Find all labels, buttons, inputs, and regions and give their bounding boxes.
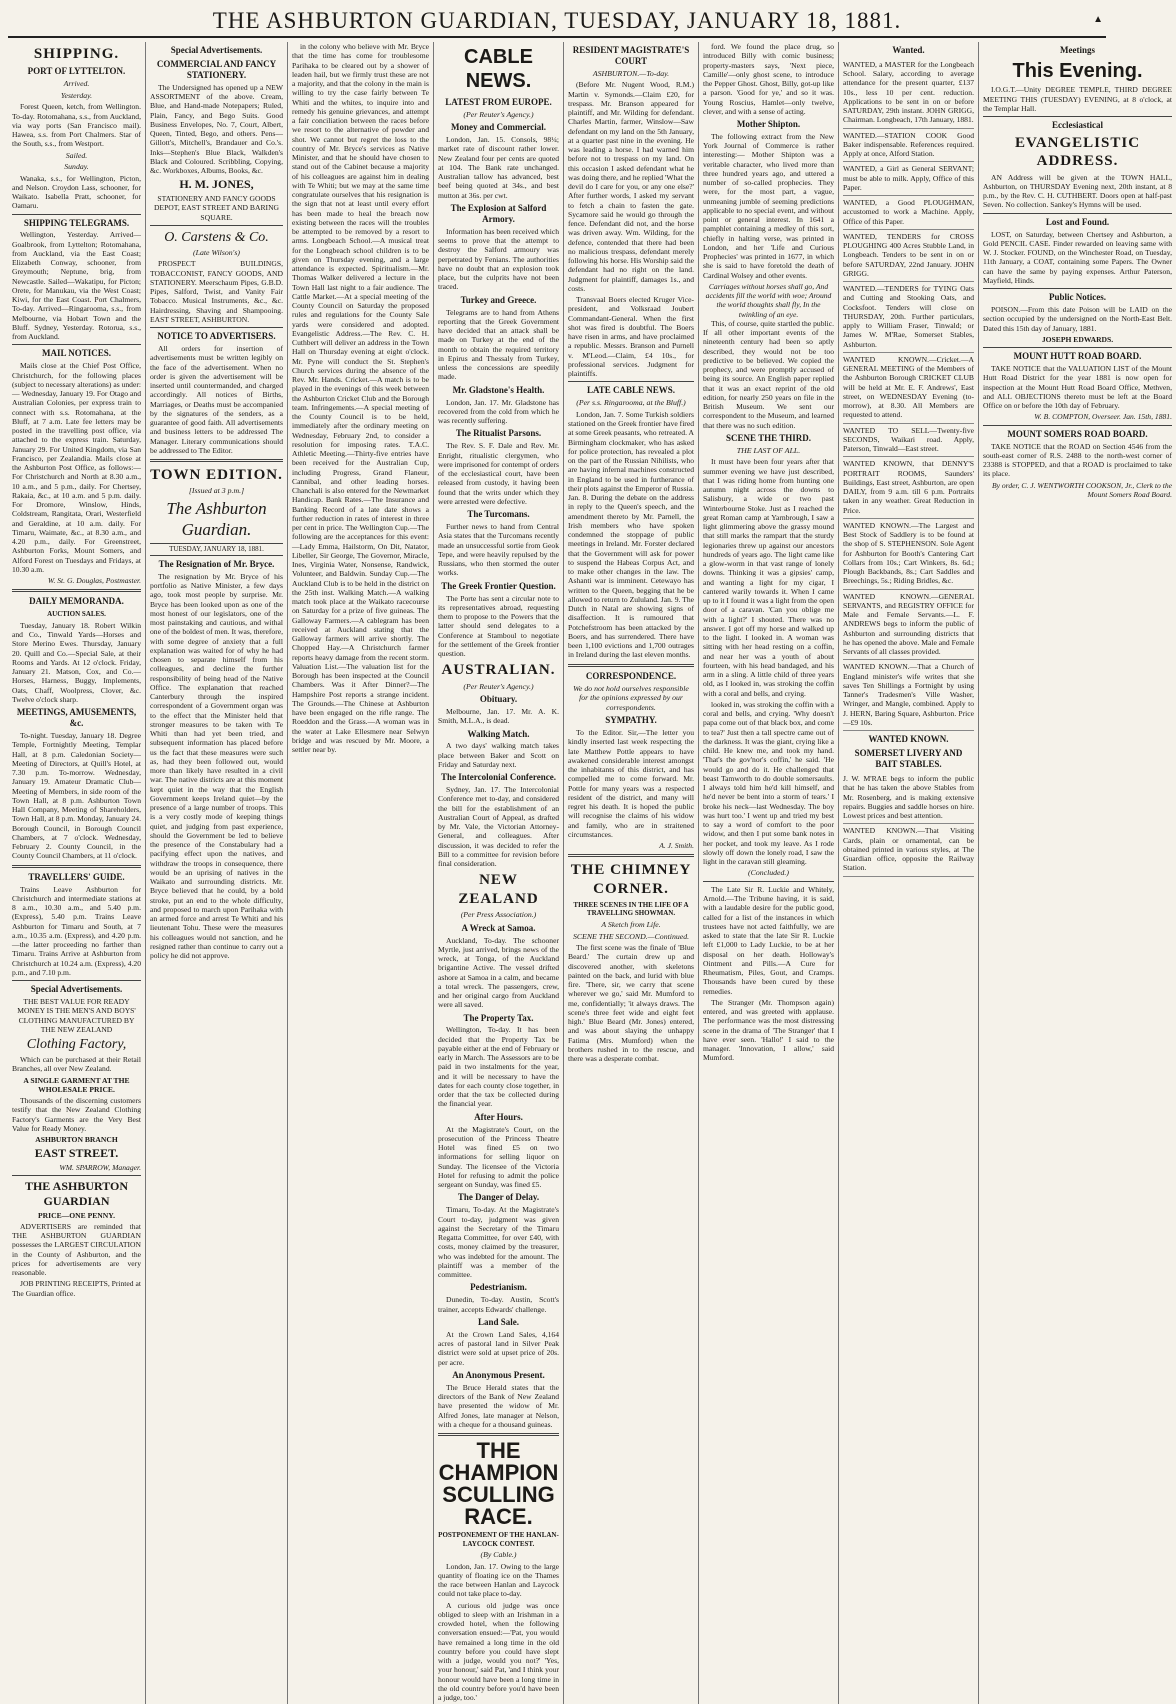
divider bbox=[438, 1433, 559, 1436]
single-garment-tag: A SINGLE GARMENT AT THE WHOLESALE PRICE. bbox=[23, 1075, 130, 1094]
jubilee-text: A curious old judge was once obliged to sleep with an Irishman in a crowded hotel, when the following conversation ensued:—'Pat, you would have remained a long time in the old country before you could have slept with a judge, would you not?' 'Yes, your honour,' said Pat, 'and I think your honour would have been a long time in the old country before you'd have been a judge, too.' bbox=[438, 1600, 559, 1703]
meetings-label: Meetings bbox=[1060, 45, 1095, 55]
notice-advertisers-text: All orders for insertion of advertisements must be written legibly on the face of the advertisement. When no order is given the advertisement will be inserted until countermanded, and charged accordingly. All notices of Births, Marriages, or Deaths must be accompanied by the signatures of the senders, as a guarantee of good faith. All advertisements and business letters to be addressed The Manager. Literary communications should be addressed to The Editor. bbox=[150, 344, 283, 455]
wanted-ad: WANTED KNOWN, that DENNY'S PORTRAIT ROOMS, Saunders' Buildings, East street, Ashburton, are open DAILY, from 9 a.m. till 6 p.m. Portraits taken in any weather. Great Reduction in Price. bbox=[843, 457, 974, 519]
stranger-text: The Stranger (Mr. Thompson again) entered, and was greeted with applause. The performance was the most distressing scene in the drama of 'The Stranger' that I have ever seen. 'Hallo!' I said to the manager. 'Innovation, I allow,' said Mumford. bbox=[703, 997, 834, 1063]
arrivals-text: Forest Queen, ketch, from Wellington. To-day. Rotomahana, s.s., from Auckland, via way ports (San Francisco mail). Hawea, s.s. from Port Chalmers. Star of the South, s.s., from Westport. bbox=[12, 102, 141, 149]
present-heading: An Anonymous Present. bbox=[452, 1369, 545, 1380]
wreck-text: Auckland, To-day. The schooner Myrtle, just arrived, brings news of the wreck, at Tonga, of the Auckland brigantine Active. The vessel drifted ashore at Samoa in a calm, and became a total wreck. The passengers, crew, and her original cargo from Auckland were all saved. bbox=[438, 935, 559, 1010]
sailed-subhead: Sailed. bbox=[65, 150, 88, 160]
telegrams-text: Wellington, Yesterday. Arrived—Goalbrook, from Lyttelton; Rotomahana, from Auckland, via the East Coast; Elizabeth Conway, schooner, from Greymouth; Neptune, brig, from Newcastle. Sailed—Wakatipu, for Picton; Orete, for Manukau, via the West Coast; Kiwi, for the East Coast. Port Chalmers, To-day. Arrived—Ringarooma, s.s., from Melbourne, via Hobart Town and the Bluff. Sydney, Yesterday. Rotorua, s.s., from Auckland. bbox=[12, 230, 141, 342]
present-text: The Bruce Herald states that the directors of the Bank of New Zealand have presented the widow of Mr. Alfred Jones, late manager at Nelson, with a cheque for a thousand guineas. bbox=[438, 1382, 559, 1429]
danger-delay-heading: The Danger of Delay. bbox=[457, 1192, 540, 1203]
clothing-factory-title: Clothing Factory, bbox=[26, 1037, 127, 1053]
chimney-subheading: THREE SCENES IN THE LIFE OF A TRAVELLING SHOWMAN. bbox=[573, 900, 689, 918]
mail-heading: MAIL NOTICES. bbox=[41, 348, 112, 359]
receipts-text: JOB PRINTING RECEIPTS, Printed at The Guardian office. bbox=[12, 1279, 141, 1298]
column-8 bbox=[979, 42, 1176, 1704]
wanted-ad: WANTED KNOWN.—Cricket.—A GENERAL MEETING of the Members of the Ashburton Borough CRICKET CLUB will be held at Mr. E. F. Andrews', East street, on WEDNESDAY Evening (to-morrow), at 8.30. All Members are requested to attend. bbox=[843, 353, 974, 424]
mother-shipton-text-2: This, of course, quite startled the public. If all other important events of the nineteenth century had been so aptly described, they would not be too predictive to be believed. We copied the prophecy, and were promptly accused of being its source. An English paper replied that it was an exact reprint of the old edition, for nearly 250 years on file in the British Museum. We sent our correspondent to the Museum, and learned that there was no such edition. bbox=[703, 318, 834, 430]
dateline: TUESDAY, JANUARY 18, 1881. bbox=[150, 543, 283, 556]
wanted-ad: WANTED, a Girl as General SERVANT; must be able to milk. Apply, Office of this Paper. bbox=[843, 162, 974, 196]
wanted-heading: Wanted. bbox=[892, 45, 925, 55]
price-tag: PRICE—ONE PENNY. bbox=[38, 1210, 115, 1220]
champion-subheading: POSTPONEMENT OF THE HANLAN-LAYCOCK CONTEST. bbox=[438, 1531, 559, 1548]
danger-delay-text: Timaru, To-day. At the Magistrate's Court to-day, judgment was given against the Secretary of the Timaru Regatta Committee, for over £40, with costs, money claimed by the treasurer, who was indebted for the amount. The plaintiff was a member of the committee. bbox=[438, 1205, 559, 1280]
wanted-ad: WANTED.—STATION COOK Good Baker indispensable. References required. Apply at once, Alford Station. bbox=[843, 129, 974, 163]
carstens-text: PROSPECT BUILDINGS, TOBACCONIST, FANCY GOODS, AND STATIONERY. Meerschaum Pipes, G.B.D. Pipes, Salford, Twist, and Vanity Fair Tobacco. Musical Instruments, &c., &c. Hairdressing, Shaving and Shampooing. EAST STREET, ASHBURTON. bbox=[150, 259, 283, 324]
rm-court-continued: Transvaal Boers elected Kruger Vice-president, and Volksraad Joubert Commandant-General. When the first shot was fired is doubtful. The Boers have risen in arms, and have proclaimed a republic. Messrs. Branson and Purnell v. M'Leod.—Claim, £4 10s., for professional services. Judgment for plaintiffs. bbox=[568, 295, 694, 379]
wanted-known-heading: WANTED KNOWN. bbox=[868, 734, 949, 745]
carstens-name: O. Carstens & Co. bbox=[164, 229, 269, 245]
divider bbox=[983, 425, 1172, 426]
column-6 bbox=[699, 42, 839, 1704]
ecclesiastical-heading: Ecclesiastical bbox=[1052, 120, 1103, 131]
turcomans-heading: The Turcomans. bbox=[467, 509, 530, 520]
rm-court-heading: RESIDENT MAGISTRATE'S COURT bbox=[572, 45, 690, 66]
mail-signature: W. St. G. Douglas, Postmaster. bbox=[47, 576, 141, 586]
divider bbox=[12, 214, 141, 215]
chimney-text: The first scene was the finale of 'Blue Beard.' The curtain drew up and discovered another, with skeletons painted on the back, and lurid with blue fire. 'There, sir, we carry that scene wherever we go,' said Mr. Mumford to me, confidentially; 'it always draws. The scene's three feet wide and eight feet high.' Blue Beard (Mr. Jones) entered, and was about slaying the unhappy Fatima (Mrs. Mumford) when the brothers rushed in to the rescue, and there was a desperate combat. bbox=[568, 943, 694, 1063]
special-ads-heading-2: Special Advertisements. bbox=[170, 45, 263, 55]
divider bbox=[568, 854, 694, 857]
masthead-title: THE ASHBURTON GUARDIAN, TUESDAY, JANUARY 18, 1881. bbox=[212, 8, 902, 33]
column-4 bbox=[434, 42, 564, 1704]
evangelistic-heading: EVANGELISTIC ADDRESS. bbox=[1014, 135, 1141, 170]
late-cable-text: London, Jan. 7. Some Turkish soldiers stationed on the Greek frontier have fired at some Greek peasants, who retreated. A Birmingham clockmaker, who has asked for police protection, has revealed a plot on the part of the Russian Nihilists, who are having infernal machines constructed in England to be used in furtherance of their plots against the Emperor of Russia. Jan. 8. During the debate on the address in reply to the Queen's speech, and the amendment thereto by Mr. Parnell, the Irish members who have spoken condemned the stoppage of public meetings in Ireland. Mr. Forster declared that the Government will ask for power to suspend the Habeas Corpus Act, and to make other changes in the law. The Ashanti war is imminent. Cetewayo has written to the Queen, begging that he be allowed to return to Zululand. Jan. 9. The Dutch in Natal are showing signs of disaffection. It is rumoured that Potchefstroom has been attacked by the Boers, and has surrendered. There have been 1,100 evictions and 1,700 outrages in Ireland during the last eleven months. bbox=[568, 409, 694, 660]
wanted-ad: WANTED KNOWN.—That Visiting Cards, plain or ornamental, can be obtained printed in various styles, at The Guardian office, opposite the Railway Station. bbox=[843, 824, 974, 876]
wanted-ad: WANTED.—TENDERS for TYING Oats and Cutting and Stooking Oats, and Cocksfoot. Tenders will close on THURSDAY, 20th. Further particulars, apply to William Fraser, Tinwald; or James W. M'Rae, Somerset Stables, Ashburton. bbox=[843, 282, 974, 353]
greek-frontier-heading: The Greek Frontier Question. bbox=[441, 580, 556, 591]
divider bbox=[983, 288, 1172, 289]
lost-found-heading: Lost and Found. bbox=[1045, 216, 1110, 227]
divider bbox=[150, 327, 283, 328]
mount-hutt-text: TAKE NOTICE that the VALUATION LIST of the Mount Hutt Road District for the year 1881 is now open for inspection at the Mount Hutt Road Board Office, Methven, and ALL OBJECTIONS thereto must be left at the Board Office on or before the 10th day of February. bbox=[983, 364, 1172, 411]
guardian-nameplate: The Ashburton Guardian. bbox=[166, 498, 267, 539]
mail-text: Mails close at the Chief Post Office, Christchurch, for the following places (subject to necessary alterations) as under:— Wednesday, January 19. For Otago and Australian Colonies, per express train to connect with s.s. Rotomahana, at the Bluff, at 7 a.m. Late fee letters may be posted in the travelling post office, via attached to the express train. Saturday, January 29. For United Kingdom, via San Francisco, per Zealandia. Mails close at the Ashburton Post Office, as follows:— For Christchurch and North at 8.30 a.m., 10 a.m., and 5 p.m., daily. For Chertsey, Rakaia, &c., at 10 a.m. and 5 p.m. daily. For Dromore, Winslow, Hinds, Coldstream, Rangitata, Orari, Westerfield and Geraldine, at 10 a.m. daily. For Timaru, Waimate, &c., at 8.30 a.m., and 4.20 p.m., daily. For Greenstreet, Ashburton Forks, Mount Somers, and Alford Forest on Tuesdays and Fridays, at 10.30 a.m. bbox=[12, 361, 141, 574]
late-cable-subtitle: (Per s.s. Ringarooma, at the Bluff.) bbox=[576, 398, 686, 408]
column-3 bbox=[288, 42, 434, 1704]
pedestrianism-heading: Pedestrianism. bbox=[470, 1282, 527, 1293]
town-edition-heading: TOWN EDITION. bbox=[150, 467, 283, 484]
mount-hutt-heading: MOUNT HUTT ROAD BOARD. bbox=[1013, 351, 1142, 362]
money-heading: Money and Commercial. bbox=[450, 122, 547, 133]
explosion-text: Information has been received which seems to prove that the attempt to destroy the Salford armoury was perpetrated by Fenians. The authorities have no doubt that an explosion took place, but the culprits have not been traced. bbox=[438, 226, 559, 292]
gladstone-text: London, Jan. 17. Mr. Gladstone has recovered from the cold from which he was recently suffering. bbox=[438, 397, 559, 426]
obituary-heading: Obituary. bbox=[479, 694, 518, 705]
divider bbox=[568, 381, 694, 382]
champion-cable: (By Cable.) bbox=[480, 1550, 517, 1560]
explosion-heading: The Explosion at Salford Armory. bbox=[450, 202, 547, 224]
turcomans-text: Further news to hand from Central Asia states that the Turcomans recently made an unsuccessful sortie from Geok Tepe, and were heavily repulsed by the Russians, who then stormed the outer works. bbox=[438, 522, 559, 578]
arrived-subhead: Arrived. bbox=[63, 79, 90, 89]
sympathy-signature: A. J. Smith. bbox=[659, 841, 694, 851]
sympathy-text: To the Editor. Sir,—The letter you kindly inserted last week respecting the late Matthew Pottle appears to have awakened considerable interest amongst the inhabitants of this district, and has compelled me to come forward. Mr. Pottle for many years was a respected resident of the district, and many will regret his death. It is hoped the public will recognise the claims of his widow and family, who are in straitened circumstances. bbox=[568, 728, 694, 839]
notice-advertisers-heading: NOTICE TO ADVERTISERS. bbox=[157, 331, 276, 342]
auction-text: Tuesday, January 18. Robert Wilkin and Co., Tinwald Yards—Horses and Store Merino Ewes. Thursday, January 20. Quill and Co.—Special Sale, at their Rooms and Yards. At 12 o'clock. Friday, January 21. Matson, Cox, and Co.—Horses, Harness, Buggy, Implements, Oats, Chaff, Woolpress, Clover, &c. Twelve o'clock sharp. bbox=[12, 620, 141, 704]
new-zealand-agency: (Per Press Association.) bbox=[460, 910, 537, 920]
mount-somers-text: TAKE NOTICE that the ROAD on Section 4546 from the south-east corner of R.S. 2488 to the north-west corner of 23388 is STOPPED, and that a ROAD is proclaimed to take its place. bbox=[983, 441, 1172, 479]
column-7 bbox=[839, 42, 979, 1704]
property-tax-text: Wellington, To-day. It has been decided that the Property Tax be payable either at the end of February or early in March. The Assessors are to be paid in two instalments for the year, and it will be necessary to have the dates for each county close together, in order that the tax be collected during the financial year. bbox=[438, 1025, 559, 1109]
lost-found-text: LOST, on Saturday, between Chertsey and Ashburton, a Gold PENCIL CASE. Finder rewarded on leaving same with W. J. Stocker. FOUND, on the Winchester Road, on Tuesday, 11th January, a COAT, containing some Papers. The Owner can have the same by paying expenses. Arthur Paterson, Mayfield, Hinds. bbox=[983, 229, 1172, 285]
best-value-text: THE BEST VALUE FOR READY MONEY IS THE MEN'S AND BOYS' CLOTHING MANUFACTURED BY THE NEW ZEALAND bbox=[17, 997, 136, 1034]
this-evening-heading: This Evening. bbox=[1012, 59, 1143, 82]
late-cable-heading: LATE CABLE NEWS. bbox=[586, 385, 676, 396]
greece-text: Telegrams are to hand from Athens reporting that the Greek Government have decided that an attack shall be made on Turkey at the end of the month to obtain the required territory in Epirus and Thessaly from Turkey, unless the concessions are speedily made. bbox=[438, 307, 559, 382]
after-hours-heading: After Hours. bbox=[474, 1111, 523, 1122]
telegrams-heading: SHIPPING TELEGRAMS. bbox=[23, 217, 130, 228]
mount-hutt-signature: W. B. COMPTON, Overseer. Jan. 15th, 1881. bbox=[1034, 412, 1172, 422]
divider bbox=[703, 881, 834, 882]
sympathy-heading: SYMPATHY. bbox=[605, 715, 657, 726]
australian-heading: AUSTRALIAN. bbox=[441, 662, 556, 679]
single-garment-text: Thousands of the discerning customers testify that the New Zealand Clothing Factory's Garments are the Very Best Value for Ready Money. bbox=[12, 1096, 141, 1133]
scene-third-subtitle: THE LAST OF ALL. bbox=[736, 445, 801, 455]
ritualist-text: The Rev. S. F. Dale and Rev. Mr. Enright, ritualistic clergymen, who were imprisoned for contempt of orders of the ecclesiastical court, have been released from custody, it having been found that the writs under which they were arrested were defective. bbox=[438, 441, 559, 506]
scene-third-heading: SCENE THE THIRD. bbox=[726, 432, 811, 443]
intercolonial-heading: The Intercolonial Conference. bbox=[441, 772, 556, 783]
wanted-ad: WANTED, TENDERS for CROSS PLOUGHING 400 Acres Stubble Land, in Longbeach. Tenders to be sent in on or before SATURDAY, 22nd January. JOHN GRIGG. bbox=[843, 230, 974, 282]
divider bbox=[12, 344, 141, 345]
mother-shipton-text: The following extract from the New York Journal of Commerce is rather interesting:— Mother Shipton was a veritable character, who lived more than three hundred years ago, and uttered a number of so-called prophecies. They were, for the most part, a vague, unmeaning jumble of seeming predictions applicable to no special event, and without point or general interest. In 1641 a pamphlet containing a medley of this sort, chiefly in halting verse, was printed in London, and her 'Life and Curious Prophecies' was printed in 1677, in which she is said to have foretold the death of Cardinal Wolsey and other events. bbox=[703, 131, 834, 280]
cable-news-heading: CABLE NEWS. bbox=[464, 46, 533, 93]
divider bbox=[12, 865, 141, 868]
carstens-subtitle: (Late Wilson's) bbox=[193, 247, 240, 257]
commercial-stationery-text: The Undersigned has opened up a NEW ASSORTMENT of the above. Cream, Blue, and Hand-made Notepapers; Ruled, Plain, Fancy, and Bego Suits. Good Business Envelopes, No. 7, Court, Albert, Queen, Tinted, Bego, and others. Pens—Gillott's, Mitchell's, Brandauer and Co.'s. Inks—Stephen's Blue Black, Walkden's Black and Coloured. Scribbling, Copying, &c. Workboxes, Albums, Books, &c. bbox=[150, 82, 283, 176]
concluded-note: (Concluded.) bbox=[748, 868, 789, 878]
memoranda-heading: DAILY MEMORANDA. bbox=[29, 596, 124, 607]
jones-name: H. M. JONES, bbox=[179, 177, 254, 192]
wanted-ad: WANTED, a Good PLOUGHMAN, accustomed to work a Machine. Apply, Office of this Paper. bbox=[843, 196, 974, 230]
cable-agency: (Per Reuter's Agency.) bbox=[463, 109, 534, 119]
story-continued-text: ford. We found the place drug, so introduced Billy with comic business; property-masters says, 'Next piece, Camille'—only ghost scene, to introduce the Pepper Ghost. Ghost, Billy, got-up like a parson. 'Good for ye,' and so it was. Young Roscius, Hamlet—only twelve, clever, and with a sense of acting. bbox=[703, 42, 834, 116]
travellers-text: Trains Leave Ashburton for Christchurch and intermediate stations at 8 a.m., 10.30 a.m., and 5.40 p.m. (Express), 5.40 p.m. Trains Leave Ashburton for Timaru and South, at 7 a.m., 10.35 a.m. (Express), and 4.20 p.m.—the latter proceeding no farther than Timaru. Trains Arrive at Ashburton from Christchurch at 10.24 a.m. (Express), 4.20 p.m., and 7.10 p.m. bbox=[12, 884, 141, 977]
resignation-heading: The Resignation of Mr. Bryce. bbox=[158, 558, 275, 569]
sunday-subhead: Sunday. bbox=[64, 162, 89, 172]
rm-court-text: (Before Mr. Nugent Wood, R.M.) Martin v. Symonds.—Claim £20, for trespass. Mr. Branson appeared for plaintiff, and Mr. Wilding for defendant. Charles Martin, farmer, Winslow—Saw defendant on my land on the 5th January, at a quarter past nine in the evening. He was leading a horse. I had warned him before not to trespass on my land. On this occasion I asked defendant what he was doing there, and he replied 'What the devil do I care for you, or any one else?' After further words, I asked my servant to fetch a chain to fasten the gate. Sycamore said he would go through the fence. Defendant did not, and the horse was driven away. Wm. Wilding, for the defence, contended that there had been no malicious trespass, defendant merely following his horse. His Worship said the defendant had no right on the land. Judgment for plaintiff, damages 1s., and costs. bbox=[568, 80, 694, 293]
land-sale-heading: Land Sale. bbox=[477, 1316, 519, 1327]
australian-agency: (Per Reuter's Agency.) bbox=[463, 681, 534, 691]
divider bbox=[983, 347, 1172, 348]
scene-continued-text: looked in, was stroking the coffin with a coral and bells, and crying. 'Why doesn't papa come out of that black box, and come to tea?' Just then a tall spectre came out of the darkness. It was the giant, crying like a child. He knew me, and took my hand. 'That's the gov'nor's coffin,' he said. 'He would go and do it. He challenged that beast Tamworth to do double somersaults. I always told him he'd kill himself, and he'd never be bent into a storm of tears.' I broke his neck—last Wednesday. The boy was hurt too.' I went up and tried my best to say a word of comfort to the poor widow, and then I put some bank notes in her pocket, and took my leave. As I rode slowly off down the lonely road, I saw the light in the caravan still gleaming. bbox=[703, 699, 834, 867]
branch-tag: ASHBURTON BRANCH bbox=[35, 1135, 118, 1145]
after-hours-text: At the Magistrate's Court, on the prosecution of the Princess Theatre Hotel was fined £5 on two informations for selling liquor on Sunday. The licensee of the Victoria Hotel for refusing to admit the police sergeant on Sunday, was fined £5. bbox=[438, 1124, 559, 1190]
cable-subheading: LATEST FROM EUROPE. bbox=[445, 96, 552, 107]
property-tax-heading: The Property Tax. bbox=[463, 1012, 534, 1023]
late-sir-text: The Late Sir R. Luckie and Whitely, Arnold.—The Tribune having, it is said, with a laudable desire for the public good, called for a list of the instances in which trustees have not acted faithfully, we are asked to state that the late Sir R. Luckie left £1,000 to Lady Luckie, to be at her disposal on her death. Holloway's Ointment and Pills.—A Cure for Rheumatism, Piles, Gout, and Cramps. Thousands have been cured by these remedies. bbox=[703, 884, 834, 996]
ritualist-heading: The Ritualist Parsons. bbox=[455, 428, 542, 439]
prophecy-verse: Carriages without horses shall go, And accidents fill the world with woe; Around the world thoughts shall fly, In the twinkling of an eye. bbox=[705, 281, 832, 319]
land-sale-text: At the Crown Land Sales, 4,164 acres of pastoral land in Silver Peak district were sold at upset price of 20s. per acre. bbox=[438, 1329, 559, 1367]
evangelistic-text: AN Address will be given at the TOWN HALL, Ashburton, on THURSDAY Evening next, 20th instant, at 8 p.m., by the Rev. C. H. CUTHBERT. Doors open at half-past Seven. No collection. Sankey's Hymns will be used. bbox=[983, 172, 1172, 210]
chimney-sketch: A Sketch from Life. bbox=[601, 920, 661, 929]
column-2 bbox=[146, 42, 288, 1704]
divider bbox=[12, 589, 141, 592]
walking-text: A two days' walking match takes place between Baker and Scott on Friday and Saturday next. bbox=[438, 741, 559, 769]
page-corner-mark-icon: ▲ bbox=[1093, 14, 1104, 25]
yesterday-subhead: Yesterday. bbox=[60, 90, 93, 100]
somerset-heading: SOMERSET LIVERY AND BAIT STABLES. bbox=[854, 748, 963, 770]
wanted-ad: WANTED, a MASTER for the Longbeach School. Salary, according to average attendance for the present quarter, £137 10s., less 10 per cent. reduction. Applications to be sent in on or before SATURDAY, 29th instant. JOHN GRIGG, Chairman. Longbeach, 17th January, 1881. bbox=[843, 58, 974, 129]
divider bbox=[12, 1175, 141, 1176]
divider bbox=[983, 213, 1172, 214]
chimney-scene: SCENE THE SECOND.—Continued. bbox=[572, 931, 690, 941]
mount-somers-signature: By order, C. J. WENTWORTH COOKSON, Jr., Clerk to the Mount Somers Road Board. bbox=[991, 480, 1172, 499]
poison-signature: JOSEPH EDWARDS. bbox=[1041, 334, 1114, 344]
intercolonial-text: Sydney, Jan. 17. The Intercolonial Conference met to-day, and considered the bill for the establishment of an Australian Court of Appeal, as drafted by Mr. Vale, the Victorian Attorney-General, and colleagues. After discussion, it was decided to refer the Bill to a committee for revision before final consideration. bbox=[438, 785, 559, 869]
correspondence-note: We do not hold ourselves responsible for the opinions expressed by our correspondents. bbox=[573, 683, 689, 712]
wreck-heading: A Wreck at Samoa. bbox=[461, 922, 536, 933]
resignation-text: The resignation by Mr. Bryce of his portfolio as Native Minister, a few days ago, took most people by surprise. Mr. Bryce has been looked upon as one of the most honest of our legislators, one of the most painstaking and cautious, and withal one of the boldest of men. It was, therefore, with some degree of anxiety that a full explanation was waited for of why he had chosen to separate himself from his colleagues, and decline the further responsibility of being head of the Native Office. The explanation that reached Canterbury through the inspired correspondent of a Government organ was to the effect that the Minister held that stronger measures to be taken with Te Whiti than had yet been tried, and subsequent information has placed before us the fact that these measures were such as, had they been followed out, would more than likely have resulted in a civil war. The native districts are at this moment kept quiet in the way that the English Government keeps Ireland quiet—by the presence of a large number of troops. This is a very costly mode of keeping things quiet, and judging from past experience, should the Government be led to believe the presence of the Constabulary had a pacifying effect upon the natives, and withdraw the troops in consequence, there would be an uprising of natives in the Waikato and surrounding districts. Mr. Bryce believed that he could, by a bold stroke, put an end to the whole difficulty, and proposed to march upon Parihaka with an armed force and arrest Te Whiti and his lieutenant Tohu. These were the measures his colleagues would not sanction, and he resigned rather than continue to carry out a policy he did not approve. bbox=[150, 571, 283, 961]
poison-text: POISON.—From this date Poison will be LAID on the section occupied by the undersigned on the North-East Belt. Dated this 15th day of January, 1881. bbox=[983, 305, 1172, 333]
chimney-corner-heading: THE CHIMNEY CORNER. bbox=[570, 862, 692, 897]
champion-text: London, Jan. 17. Owing to the large quantity of floating ice on the Thames the race between Hanlan and Laycock could not take place to-day. bbox=[438, 1561, 559, 1599]
rm-court-subtitle: ASHBURTON.—To-day. bbox=[592, 68, 670, 78]
columns bbox=[8, 42, 1172, 1703]
divider bbox=[568, 664, 694, 667]
greece-heading: Turkey and Greece. bbox=[460, 294, 537, 305]
masthead bbox=[8, 6, 1106, 38]
travellers-heading: TRAVELLERS' GUIDE. bbox=[28, 871, 125, 882]
correspondence-heading: CORRESPONDENCE. bbox=[585, 670, 677, 681]
manager-signature: WM. SPARROW, Manager. bbox=[59, 1163, 141, 1173]
east-street-tag: EAST STREET. bbox=[34, 1146, 119, 1161]
port-heading: PORT OF LYTTELTON. bbox=[27, 66, 126, 77]
special-ads-heading: Special Advertisements. bbox=[30, 984, 123, 995]
mother-shipton-heading: Mother Shipton. bbox=[736, 119, 801, 129]
wanted-ad: WANTED KNOWN.—The Largest and Best Stock of Saddlery is to be found at the shop of S. STEPHENSON. Sole Agent for Ashburton for Booth's Cantering Cart Collars from 10s.; Cart Winkers, 8s. 6d.; Plough Backbands, 8s.; Cart Saddles and Breechings, 5s.; Riding Bridles, &c. bbox=[843, 519, 974, 590]
editorial-continued-text: in the colony who believe with Mr. Bryce that the time has come for troublesome Parihaka to be cleared out by a shower of leaden hail, but we firmly trust these are not a majority, and that the colony in the main is willing to try the case fairly between Te Whiti and the whites, to inquire into and remedy his genuine grievances, and attempt a fair conciliation between the races before we resort to the alternative of powder and shot. We cannot but regret the loss to the country of Mr. Bryce's services as Native Minister, and that he should have chosen to stand out of the Cabinet because a majority of his colleagues are against him in dealing with Te Whiti; but we may at the same time congratulate ourselves that his resignation is the sign that not at least until every effort has been made to heal the breach now existing between the races will the troubles be attempted to be removed by a resort to arms. Longbeach School.—A musical treat for the Longbeach school children is to be given on Thursday evening, and a large attendance is expected. Spiritualism.—Mr. Thomas Walker delivered a lecture in the Town Hall last night to a fair audience. The Cattle Market.—At a special meeting of the County Council on Saturday the proposed rules and regulations for the County Sale yards were considered and adopted. Evangelistic Address.—The Rev. C. H. Cuthbert will deliver an address in the Town Hall on Thursday evening at eight o'clock. Mr. Pyne will conduct the St. Stephen's Church services during the absence of the Rev. Mr. Hands. Cricket.—A match is to be played in the evenings of this week between the Ashburton Cricket Club and the Borough team. Infringements.—A special meeting of the County Council is to be held, immediately after the ordinary meeting on Wednesday, February 2nd, to consider a resolution for imposing rates. T.A.C. Athletic Meeting.—Thirty-five entries have been received for the Australian Cup, including Progress, Grand Flaneur, Cannibal, and other leading horses. Chanchali is also entered for the Newmarket Handicap. Bank Rates.—The Insurance and Banking Record of a late date shows a further reduction in rates of interest in three per cent in price. The Wellington Cup.—The following are the acceptances for this event:—Lady Emma, Hailstorm, On Dit, Natator, Libeller, Sir George, The Governor, Miracle, Ines, Virginia Water, Nonsense, Randwick, Volunteer, and Baldwin. Sunday Cup.—The Auckland Club is to be held in the district on the 25th inst. Walking Match.—A walking match took place at the Waikato racecourse on Saturday for a prize of five guineas. The Galloway Farmers.—A cablegram has been received at Auckland stating that the Galloway farmers will arrive shortly. The Chopped Hay.—A Christchurch farmer reports heavy damage from the recent storm. Valuation List.—The valuation list for the Borough has been inspected at the Council Chambers. Was it After Dinner?—The Hampshire Post reports a strange incident. The Grounds.—The Chinese at Ashburton have been engaged on the rifle range. The Roeddon and the Grass.—A woman was in the water at Lake Ellesmere near Selwyn bridge and was rescued by Mr. Moore, a settler near by. bbox=[292, 42, 429, 754]
wanted-ad: WANTED TO SELL—Twenty-five SECONDS, Waikari road. Apply, Paterson, Tinwald—East street. bbox=[843, 424, 974, 458]
divider bbox=[150, 459, 283, 462]
factory-text: Which can be purchased at their Retail Branches, all over New Zealand. bbox=[12, 1055, 141, 1074]
wanted-ad: WANTED KNOWN.—That a Church of England minister's wife writes that she saves Ten Shillings a Fortnight by using Tanner's Tradesmen's Ville Washer, Wringer, and Mangle, combined. Apply to J. HERN, Baring Square, Ashburton. Price—£9 10s. bbox=[843, 660, 974, 731]
advertisers-text: ADVERTISERS are reminded that THE ASHBURTON GUARDIAN possesses the LARGEST CIRCULATION in the County of Ashburton, and the prices for advertisements are very reasonable. bbox=[12, 1221, 141, 1278]
money-text: London, Jan. 15. Consols, 98¼; market rate of discount rather lower. New Zealand four per cents are quoted at 104. The Bank rate unchanged. Australian tallow has advanced, best beef being quoted at 34s., and best mutton at 36s. per cwt. bbox=[438, 135, 559, 200]
mount-somers-heading: MOUNT SOMERS ROAD BOARD. bbox=[1007, 428, 1148, 439]
greek-frontier-text: The Porte has sent a circular note to its representatives abroad, requesting them to propose to the Powers that the latter should send delegates to a Conference at Stamboul to negotiate for the settlement of the Greek frontier question. bbox=[438, 593, 559, 658]
champion-sculling-heading: THE CHAMPION SCULLING RACE. bbox=[438, 1438, 559, 1530]
divider bbox=[983, 116, 1172, 117]
sailings-text: Wanaka, s.s., for Wellington, Picton, and Nelson. Croydon Lass, schooner, for Waikato. Isabella Pratt, schooner, for Oamaru. bbox=[12, 173, 141, 211]
pedestrianism-text: Dunedin, To-day. Austin, Scott's trainer, accepts Edwards' challenge. bbox=[438, 1295, 559, 1314]
gladstone-heading: Mr. Gladstone's Health. bbox=[452, 384, 545, 395]
guardian-ad-title: THE ASHBURTON GUARDIAN bbox=[24, 1179, 129, 1208]
wanted-ad: WANTED KNOWN.—GENERAL SERVANTS, and REGISTRY OFFICE for Male and Female Servants.—L. F. ANDREWS begs to inform the public of Ashburton and surrounding districts that he has opened the above. Male and Female Servants of all classes provided. bbox=[843, 590, 974, 661]
new-zealand-heading: NEW ZEALAND bbox=[458, 872, 539, 907]
auction-heading: AUCTION SALES. bbox=[47, 610, 106, 619]
shipping-heading: SHIPPING. bbox=[33, 46, 120, 62]
divider bbox=[12, 980, 141, 981]
column-5 bbox=[564, 42, 699, 1704]
meetings-text: To-night. Tuesday, January 18. Degree Temple, Fortnightly Meeting, Templar Hall, at 8 p.m. Caledonian Society—Meeting of Directors, at Quill's Hotel, at 7.30 p.m. To-morrow. Wednesday, January 19. Amateur Dramatic Club—Meeting of Members, in side room of the Town Hall, at 8 p.m. Ashburton Town Hall Company, Meeting of Shareholders, Town Hall, at 8 p.m. Monday, January 24. Borough Council, in Borough Council Chambers, at 7 o'clock. Wednesday, February 2. County Council, in the County Council Chambers, at 11 o'clock. bbox=[12, 731, 141, 861]
meetings-heading: MEETINGS, AMUSEMENTS, &c. bbox=[16, 707, 137, 729]
scene-third-text: It must have been four years after that summer evening we have just described, that I was riding home from hunting one autumn night across the downs to Salisbury, a wide or two past Winterbourne Stoke. Just as I reached the great Roman camp at Yarnbrough, I saw a light glimmering above the grassy mound that still marks the rampart that the sturdy legionaries threw up against our ancestors hundreds of years ago. The light came like a glow-worm in that vast range of lonely downs. Thinking it was a gipsies' camp, and wanting a light for my cigar, I cantered warily towards it. When I came up to it I found it was a light from the open door of a caravan. 'Can you oblige me with a light?' I shouted. There was no answer. I got off my horse and walked up to the light. I looked in. A woman was sitting with her head resting on a coffin, and near her was a youth of about fourteen, with his head bandaged, and his arm in a sling. A little child of three years old, as I looked in, was stroking the coffin with a coral and bells, and crying. bbox=[703, 457, 834, 698]
jones-text: STATIONERY AND FANCY GOODS DEPOT, EAST STREET AND BARING SQUARE. bbox=[153, 194, 280, 222]
town-edition-subtitle: [Issued at 3 p.m.] bbox=[188, 486, 245, 496]
obituary-text: Melbourne, Jan. 17. Mr. A. K. Smith, M.L.A., is dead. bbox=[438, 707, 559, 726]
public-notices-heading: Public Notices. bbox=[1049, 292, 1106, 303]
column-1 bbox=[8, 42, 146, 1704]
walking-heading: Walking Match. bbox=[467, 728, 530, 739]
iogt-text: I.O.G.T.—Unity DEGREE TEMPLE, THIRD DEGREE MEETING THIS (TUESDAY) EVENING, at 8 o'clock, at the Templar Hall. bbox=[983, 85, 1172, 113]
divider bbox=[150, 225, 283, 226]
wanted-ad: J. W. M'RAE begs to inform the public that he has taken the above Stables from Mr. Rosenberg, and is making extensive repairs. Buggies and saddle horses on hire. Lowest prices and best attention. bbox=[843, 772, 974, 824]
commercial-stationery-heading: COMMERCIAL AND FANCY STATIONERY. bbox=[156, 58, 277, 80]
